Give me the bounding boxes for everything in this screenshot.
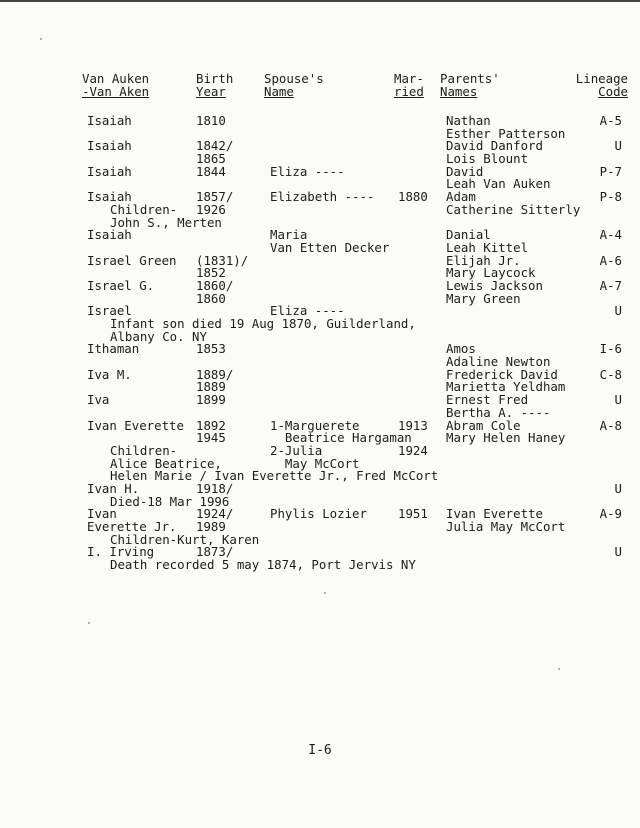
entry-lineage-code: C-8 <box>599 366 622 382</box>
list-item <box>82 508 622 546</box>
entry-lineage-code: U <box>614 392 622 408</box>
entry-spouse: Van Etten Decker <box>270 239 390 255</box>
top-edge-rule <box>0 0 640 2</box>
entry-name: Ithaman <box>87 341 140 357</box>
entry-note: Death recorded 5 may 1874, Port Jervis NY <box>110 557 416 573</box>
header-spouse-line2: Name <box>264 84 294 99</box>
entry-birth-year: 1810 <box>196 113 226 128</box>
scan-speck <box>558 668 560 670</box>
header-name <box>82 72 149 98</box>
list-item <box>82 191 622 229</box>
entry-name: I. Irving <box>87 544 155 560</box>
list-item <box>82 277 622 306</box>
entry-lineage-code: I-6 <box>599 341 622 357</box>
list-item <box>82 115 622 140</box>
header-code <box>576 72 628 98</box>
list-item <box>82 252 622 281</box>
entry-parents: David Danford <box>446 138 543 154</box>
entry-birth-year: 1865 <box>196 151 226 167</box>
entry-parents: Abram Cole <box>446 417 521 433</box>
entry-married-year: 1913 <box>398 417 428 433</box>
header-year-line2: Year <box>196 84 226 99</box>
entry-name: Ivan H. <box>87 480 140 496</box>
entry-name: Isaiah <box>87 113 132 128</box>
entry-birth-year: 1842/ <box>196 138 234 154</box>
entry-spouse: 1-Marguerete <box>270 417 360 433</box>
entry-birth-year: 1857/ <box>196 189 234 205</box>
entry-name: Israel Green <box>87 252 177 268</box>
entry-note: Children- <box>110 442 178 458</box>
list-item <box>82 417 622 484</box>
header-name-line2: -Van Aken <box>82 84 150 99</box>
table-row <box>82 559 622 572</box>
table-row <box>82 381 622 394</box>
entry-name: Israel G. <box>87 277 155 293</box>
entry-name: Isaiah <box>87 138 132 154</box>
table-row <box>82 153 622 166</box>
entry-spouse: 2-Julia <box>270 442 323 458</box>
entry-note: Died-18 Mar 1996 <box>110 493 230 509</box>
entry-parents: Lewis Jackson <box>446 277 543 293</box>
entry-parents: Danial <box>446 227 491 243</box>
entry-parents: Mary Green <box>446 290 521 306</box>
entry-parents: Amos <box>446 341 476 357</box>
entry-parents: Ivan Everette <box>446 506 543 522</box>
header-code-line2: Code <box>598 84 628 99</box>
entry-birth-year: 1860/ <box>196 277 234 293</box>
header-spouse-line1: Spouse's <box>264 71 324 86</box>
entry-lineage-code: A-4 <box>599 227 622 243</box>
scan-speck <box>324 592 326 594</box>
entry-parents: Nathan <box>446 113 491 128</box>
page-number: I-6 <box>308 743 332 758</box>
entry-parents: Leah Van Auken <box>446 176 551 192</box>
table-row <box>82 214 622 230</box>
entry-lineage-code: A-9 <box>599 506 622 522</box>
entry-birth-year: 1918/ <box>196 480 234 496</box>
entry-lineage-code: U <box>614 138 622 154</box>
entry-parents: Esther Patterson <box>446 125 566 141</box>
entry-spouse: Eliza ---- <box>270 303 345 319</box>
entry-parents: David <box>446 163 484 179</box>
list-item <box>82 305 622 343</box>
entry-parents: Leah Kittel <box>446 239 529 255</box>
entry-birth-year: 1860 <box>196 290 226 306</box>
entry-parents: Ernest Fred <box>446 392 529 408</box>
entry-parents: Adam <box>446 189 476 205</box>
table-row <box>82 328 622 344</box>
entry-spouse: Elizabeth ---- <box>270 189 375 205</box>
header-spouse <box>264 72 324 98</box>
entry-note: Infant son died 19 Aug 1870, Guilderland, <box>110 316 416 331</box>
entry-note: John S., Merten <box>110 214 222 230</box>
entry-spouse: Phylis Lozier <box>270 506 367 522</box>
list-item <box>82 163 622 192</box>
entry-lineage-code: U <box>614 544 622 560</box>
list-item <box>82 140 622 165</box>
header-code-line1: Lineage <box>575 71 628 86</box>
header-married <box>394 72 424 98</box>
entry-note: Helen Marie / Ivan Everette Jr., Fred McCort <box>110 468 439 484</box>
entry-parents: Marietta Yeldham <box>446 379 566 395</box>
table-row <box>82 470 622 483</box>
entry-birth-year: 1989 <box>196 519 226 534</box>
list-item <box>82 343 622 368</box>
table-row <box>82 252 622 268</box>
entry-married-year: 1880 <box>398 189 428 205</box>
entry-birth-year: 1889 <box>196 379 226 395</box>
entry-name: Isaiah <box>87 227 132 243</box>
entry-parents: Julia May McCort <box>446 519 566 534</box>
entry-lineage-code: A-8 <box>599 417 622 433</box>
entry-parents: Frederick David <box>446 366 558 382</box>
table-row <box>82 140 622 153</box>
header-name-line1: Van Auken <box>82 71 150 86</box>
table-header <box>82 71 628 99</box>
table-row <box>82 531 622 547</box>
entry-birth-year: 1945 <box>196 430 226 446</box>
entry-parents: Mary Laycock <box>446 265 536 281</box>
entry-parents: Bertha A. ---- <box>446 404 551 420</box>
entry-parents: Elijah Jr. <box>446 252 521 268</box>
entry-lineage-code: A-5 <box>599 113 622 128</box>
entry-name: Iva M. <box>87 366 132 382</box>
entry-birth-year: 1924/ <box>196 506 234 522</box>
entry-name: Ivan Everette <box>87 417 184 433</box>
entry-married-year: 1951 <box>398 506 428 522</box>
list-item <box>82 546 622 571</box>
entry-lineage-code: P-8 <box>599 189 622 205</box>
header-parents <box>440 72 500 98</box>
entry-lineage-code: P-7 <box>599 163 622 179</box>
lineage-table <box>82 71 628 573</box>
entry-parents: Catherine Sitterly <box>446 201 581 217</box>
entry-note: Children-Kurt, Karen <box>110 531 260 547</box>
entry-birth-year: 1873/ <box>196 544 234 560</box>
entry-name: Isaiah <box>87 189 132 205</box>
entry-spouse: Eliza ---- <box>270 163 345 179</box>
entry-note: Albany Co. NY <box>110 328 207 344</box>
header-year <box>196 72 233 98</box>
header-married-line2: ried <box>394 84 424 99</box>
scan-speck <box>88 622 90 624</box>
header-married-line1: Mar- <box>394 71 424 86</box>
entry-note: Children- <box>110 201 178 217</box>
list-item <box>82 394 622 419</box>
entry-birth-year: 1926 <box>196 201 226 217</box>
entry-birth-year: (1831)/ <box>196 252 249 268</box>
entry-birth-year: 1899 <box>196 392 226 408</box>
entry-name: Israel <box>87 303 132 319</box>
table-row <box>82 277 622 293</box>
header-parents-line1: Parents' <box>440 71 500 86</box>
entry-spouse: May McCort <box>270 455 360 471</box>
entry-birth-year: 1853 <box>196 341 226 357</box>
entry-spouse: Maria <box>270 227 308 243</box>
entry-birth-year: 1852 <box>196 265 226 281</box>
entry-married-year: 1924 <box>398 442 428 458</box>
entry-name: Iva <box>87 392 110 408</box>
list-item <box>82 366 622 395</box>
entry-name: Ivan <box>87 506 117 522</box>
entry-name: Isaiah <box>87 163 132 179</box>
header-parents-line2: Names <box>440 84 478 99</box>
entry-name: Everette Jr. <box>87 519 177 534</box>
entry-note: Alice Beatrice, <box>110 455 222 471</box>
table-row <box>82 290 622 306</box>
entry-parents: Adaline Newton <box>446 354 551 370</box>
entry-lineage-code: A-7 <box>599 277 622 293</box>
list-item <box>82 480 622 509</box>
entry-parents: Lois Blount <box>446 151 529 167</box>
entry-spouse: Beatrice Hargaman <box>270 430 412 446</box>
entry-birth-year: 1844 <box>196 163 226 179</box>
entry-lineage-code: A-6 <box>599 252 622 268</box>
entry-list <box>82 115 622 572</box>
scan-speck <box>40 38 42 40</box>
header-year-line1: Birth <box>196 71 234 86</box>
entry-parents: Mary Helen Haney <box>446 430 566 446</box>
entry-birth-year: 1892 <box>196 417 226 433</box>
list-item <box>82 229 622 254</box>
entry-lineage-code: U <box>614 303 622 319</box>
entry-birth-year: 1889/ <box>196 366 234 382</box>
entry-lineage-code: U <box>614 480 622 496</box>
